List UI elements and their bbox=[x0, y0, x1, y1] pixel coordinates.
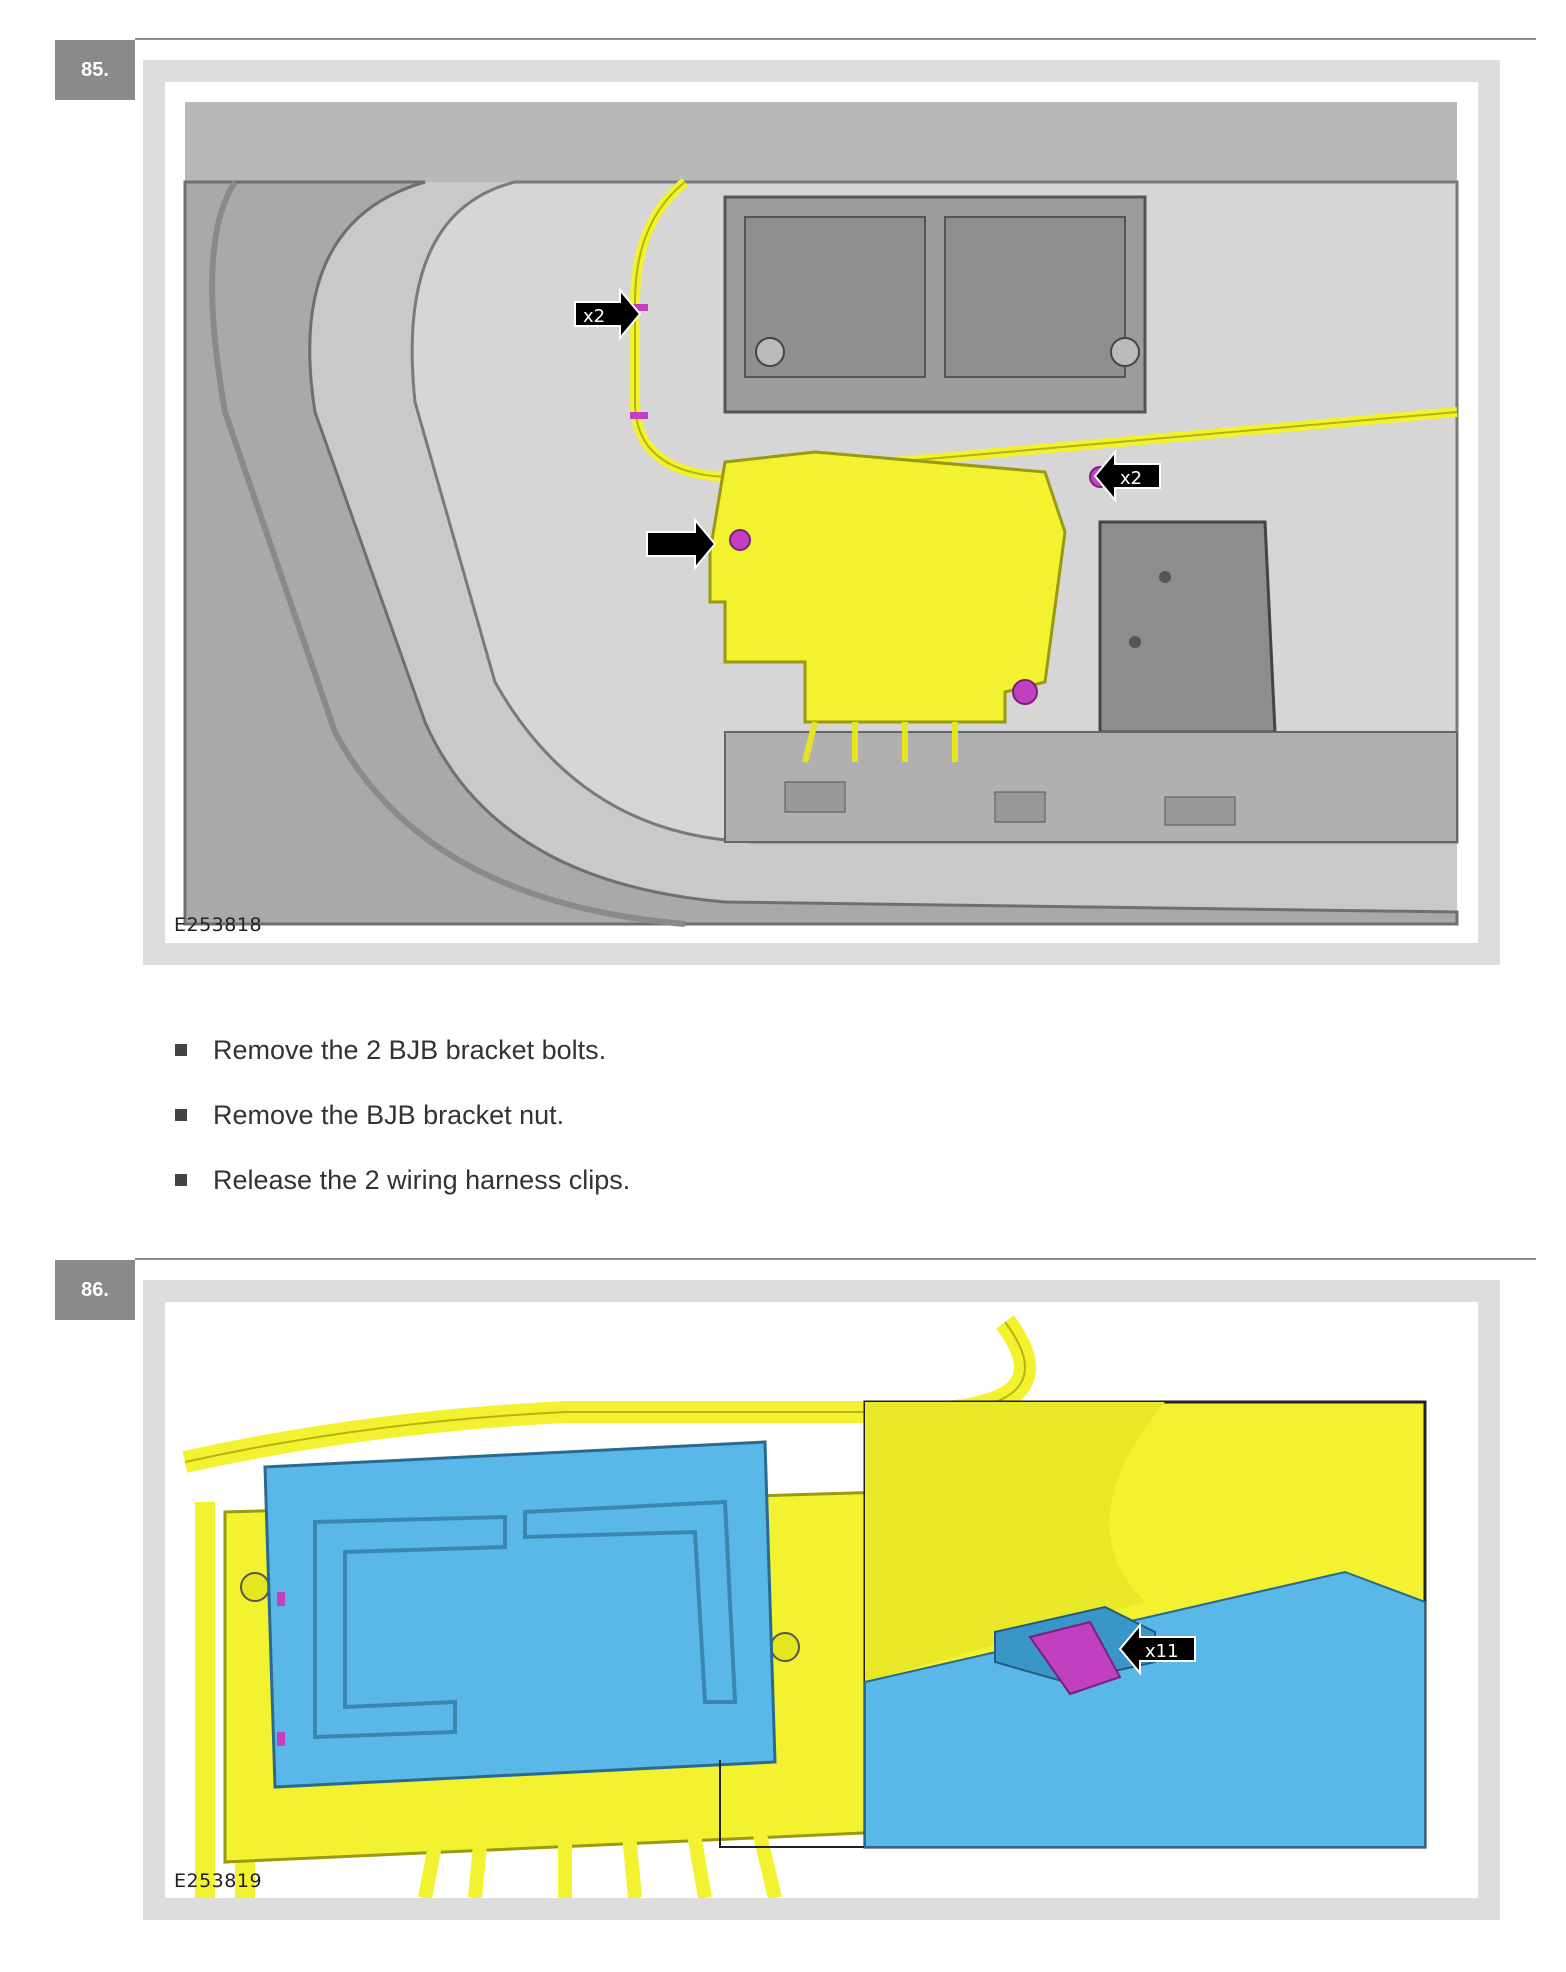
detail-inset bbox=[865, 1402, 1425, 1847]
instruction-item: Remove the BJB bracket nut. bbox=[175, 1093, 630, 1158]
step-85-illustration bbox=[165, 82, 1478, 943]
step-86-illustration bbox=[165, 1302, 1478, 1898]
step-86-figure-ref: E253819 bbox=[174, 1870, 263, 1892]
step-85-divider bbox=[135, 38, 1536, 40]
instruction-item: Release the 2 wiring harness clips. bbox=[175, 1158, 630, 1223]
step-85-figure-ref: E253818 bbox=[174, 914, 263, 936]
step-85-instructions bbox=[175, 1028, 630, 1223]
step-86-number: 86. bbox=[55, 1260, 135, 1320]
bullet-square-icon bbox=[175, 1044, 187, 1056]
bullet-square-icon bbox=[175, 1109, 187, 1121]
step-85-figure-frame bbox=[143, 60, 1500, 965]
bullet-square-icon bbox=[175, 1174, 187, 1186]
step-86-drawing bbox=[165, 1302, 1478, 1898]
step-85-number: 85. bbox=[55, 40, 135, 100]
instruction-item: Remove the 2 BJB bracket bolts. bbox=[175, 1028, 630, 1093]
callout-x2-right: x2 bbox=[1120, 468, 1143, 489]
step-85-drawing bbox=[165, 82, 1478, 943]
step-86-divider bbox=[135, 1258, 1536, 1260]
callout-x11: x11 bbox=[1145, 1641, 1179, 1662]
callout-x2-left: x2 bbox=[583, 306, 606, 327]
step-86-figure-frame bbox=[143, 1280, 1500, 1920]
